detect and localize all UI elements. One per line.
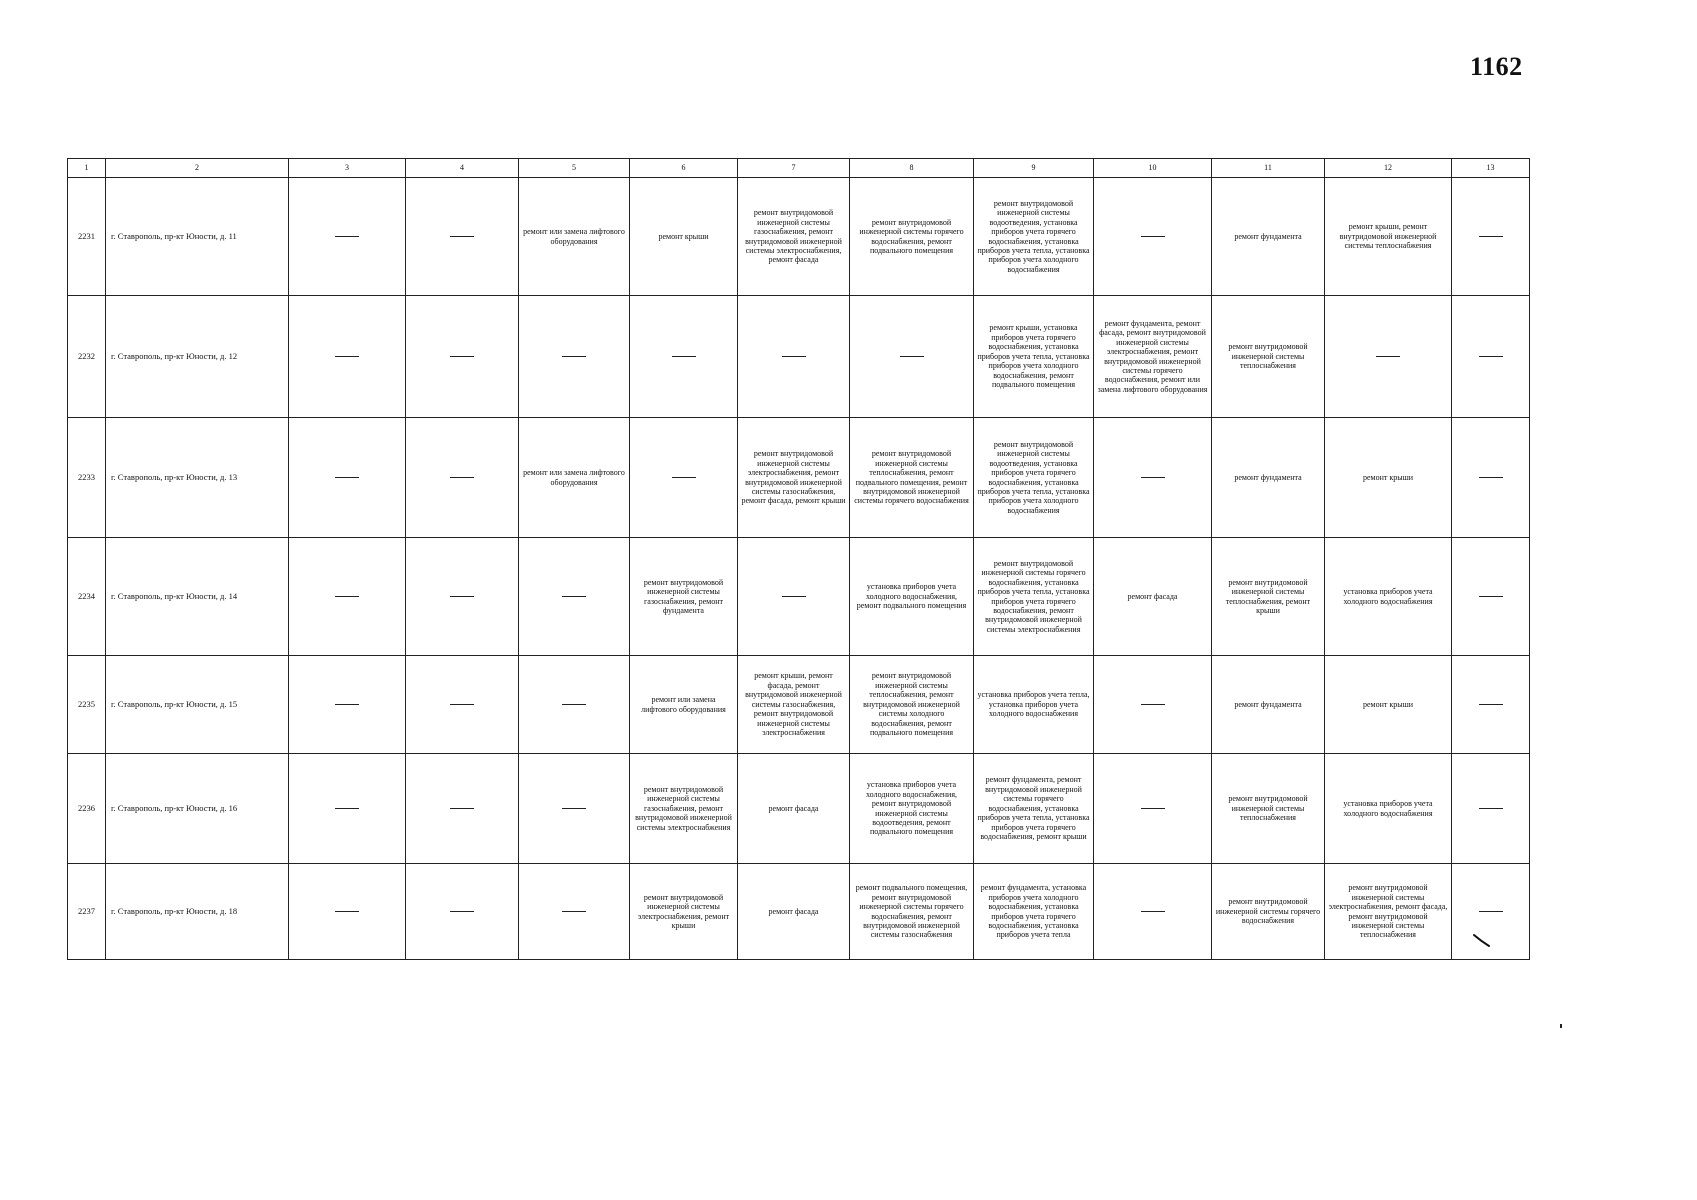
dash-mark — [1376, 356, 1400, 357]
empty-dash-cell — [289, 538, 406, 656]
work-type-cell: ремонт внутридомовой инженерной системы теплоснабжения — [1212, 296, 1325, 418]
work-type-cell: ремонт внутридомовой инженерной системы газоснабжения, ремонт фундамента — [630, 538, 738, 656]
empty-dash-cell — [1325, 296, 1452, 418]
work-type-cell: ремонт внутридомовой инженерной системы водоотведения, установка приборов учета горячего водоснабжения, установка приборов учета тепла, установка приборов учета холодного водоснабжения — [974, 178, 1094, 296]
work-type-cell: установка приборов учета тепла, установка приборов учета холодного водоснабжения — [974, 656, 1094, 754]
empty-dash-cell — [519, 754, 630, 864]
column-header-6: 6 — [630, 159, 738, 178]
work-type-cell: установка приборов учета холодного водоснабжения, ремонт внутридомовой инженерной системы водоотведения, ремонт подвального помещения — [850, 754, 974, 864]
address-cell: г. Ставрополь, пр-кт Юности, д. 18 — [106, 864, 289, 960]
row-number: 2232 — [68, 296, 106, 418]
dash-mark — [1141, 236, 1165, 237]
work-type-cell: ремонт внутридомовой инженерной системы горячего водоснабжения — [1212, 864, 1325, 960]
dash-mark — [335, 704, 359, 705]
work-type-cell: ремонт внутридомовой инженерной системы электроснабжения, ремонт фасада, ремонт внутридомовой инженерной системы теплоснабжения — [1325, 864, 1452, 960]
work-type-cell: ремонт фундамента, ремонт фасада, ремонт внутридомовой инженерной системы электроснабжения, ремонт внутридомовой инженерной системы горячего водоснабжения, ремонт или замена лифтового оборудования — [1094, 296, 1212, 418]
empty-dash-cell — [850, 296, 974, 418]
empty-dash-cell — [1452, 178, 1530, 296]
dash-mark — [562, 911, 586, 912]
table-row — [68, 538, 1530, 656]
empty-dash-cell — [406, 296, 519, 418]
dash-mark — [1479, 911, 1503, 912]
work-type-cell: ремонт внутридомовой инженерной системы газоснабжения, ремонт внутридомовой инженерной системы электроснабжения, ремонт фасада — [738, 178, 850, 296]
empty-dash-cell — [738, 296, 850, 418]
dash-mark — [782, 596, 806, 597]
address-cell: г. Ставрополь, пр-кт Юности, д. 16 — [106, 754, 289, 864]
empty-dash-cell — [1094, 418, 1212, 538]
column-header-9: 9 — [974, 159, 1094, 178]
work-type-cell: ремонт крыши, ремонт фасада, ремонт внутридомовой инженерной системы газоснабжения, ремонт внутридомовой инженерной системы электроснабжения — [738, 656, 850, 754]
row-number: 2236 — [68, 754, 106, 864]
dash-mark — [562, 596, 586, 597]
empty-dash-cell — [406, 754, 519, 864]
empty-dash-cell — [1452, 656, 1530, 754]
empty-dash-cell — [1094, 178, 1212, 296]
address-cell: г. Ставрополь, пр-кт Юности, д. 11 — [106, 178, 289, 296]
row-number: 2233 — [68, 418, 106, 538]
dash-mark — [1141, 911, 1165, 912]
address-cell: г. Ставрополь, пр-кт Юности, д. 13 — [106, 418, 289, 538]
column-header-4: 4 — [406, 159, 519, 178]
empty-dash-cell — [1094, 864, 1212, 960]
empty-dash-cell — [406, 656, 519, 754]
empty-dash-cell — [1452, 418, 1530, 538]
empty-dash-cell — [289, 178, 406, 296]
dash-mark — [450, 596, 474, 597]
dash-mark — [782, 356, 806, 357]
column-header-13: 13 — [1452, 159, 1530, 178]
table-row — [68, 418, 1530, 538]
empty-dash-cell — [1452, 754, 1530, 864]
work-type-cell: ремонт внутридомовой инженерной системы газоснабжения, ремонт внутридомовой инженерной системы электроснабжения — [630, 754, 738, 864]
dash-mark — [335, 477, 359, 478]
empty-dash-cell — [1094, 754, 1212, 864]
dash-mark — [335, 808, 359, 809]
dash-mark — [450, 704, 474, 705]
address-cell: г. Ставрополь, пр-кт Юности, д. 15 — [106, 656, 289, 754]
dash-mark — [335, 236, 359, 237]
work-type-cell: ремонт фундамента, ремонт внутридомовой инженерной системы горячего водоснабжения, установка приборов учета тепла, установка приборов учета горячего водоснабжения, ремонт крыши — [974, 754, 1094, 864]
work-type-cell: ремонт внутридомовой инженерной системы электроснабжения, ремонт крыши — [630, 864, 738, 960]
empty-dash-cell — [519, 538, 630, 656]
work-type-cell: ремонт внутридомовой инженерной системы теплоснабжения — [1212, 754, 1325, 864]
work-type-cell: установка приборов учета холодного водоснабжения, ремонт подвального помещения — [850, 538, 974, 656]
dash-mark — [1141, 808, 1165, 809]
work-type-cell: ремонт фасада — [1094, 538, 1212, 656]
empty-dash-cell — [630, 418, 738, 538]
work-type-cell: ремонт крыши — [1325, 656, 1452, 754]
row-number: 2235 — [68, 656, 106, 754]
work-type-cell: ремонт фундамента — [1212, 178, 1325, 296]
dash-mark — [562, 704, 586, 705]
dash-mark — [1479, 808, 1503, 809]
work-type-cell: ремонт внутридомовой инженерной системы горячего водоснабжения, установка приборов учета тепла, установка приборов учета горячего водоснабжения, ремонт внутридомовой инженерной системы электроснабжения — [974, 538, 1094, 656]
work-type-cell: ремонт крыши — [630, 178, 738, 296]
work-type-cell: ремонт крыши — [1325, 418, 1452, 538]
empty-dash-cell — [1094, 656, 1212, 754]
work-type-cell: ремонт фасада — [738, 754, 850, 864]
work-type-cell: ремонт подвального помещения, ремонт внутридомовой инженерной системы горячего водоснабжения, ремонт внутридомовой инженерной системы газоснабжения — [850, 864, 974, 960]
column-header-8: 8 — [850, 159, 974, 178]
dash-mark — [562, 808, 586, 809]
empty-dash-cell — [289, 656, 406, 754]
column-number-row — [68, 159, 1530, 178]
empty-dash-cell — [289, 418, 406, 538]
empty-dash-cell — [406, 178, 519, 296]
handwritten-check-mark — [1472, 932, 1492, 948]
dash-mark — [672, 356, 696, 357]
column-header-3: 3 — [289, 159, 406, 178]
work-type-cell: ремонт фундамента — [1212, 656, 1325, 754]
row-number: 2237 — [68, 864, 106, 960]
dash-mark — [335, 596, 359, 597]
column-header-5: 5 — [519, 159, 630, 178]
empty-dash-cell — [289, 296, 406, 418]
scan-speck — [1560, 1024, 1562, 1028]
work-type-cell: ремонт или замена лифтового оборудования — [519, 178, 630, 296]
repair-schedule-table — [67, 158, 1530, 960]
work-type-cell: ремонт или замена лифтового оборудования — [519, 418, 630, 538]
empty-dash-cell — [630, 296, 738, 418]
address-cell: г. Ставрополь, пр-кт Юности, д. 12 — [106, 296, 289, 418]
empty-dash-cell — [289, 864, 406, 960]
work-type-cell: ремонт внутридомовой инженерной системы теплоснабжения, ремонт внутридомовой инженерной системы холодного водоснабжения, ремонт подвального помещения — [850, 656, 974, 754]
dash-mark — [900, 356, 924, 357]
empty-dash-cell — [289, 754, 406, 864]
work-type-cell: ремонт фасада — [738, 864, 850, 960]
row-number: 2234 — [68, 538, 106, 656]
work-type-cell: ремонт фундамента, установка приборов учета холодного водоснабжения, установка приборов учета горячего водоснабжения, установка приборов учета тепла — [974, 864, 1094, 960]
dash-mark — [450, 236, 474, 237]
dash-mark — [1479, 236, 1503, 237]
row-number: 2231 — [68, 178, 106, 296]
work-type-cell: ремонт крыши, установка приборов учета горячего водоснабжения, установка приборов учета тепла, установка приборов учета холодного водоснабжения, ремонт подвального помещения — [974, 296, 1094, 418]
column-header-11: 11 — [1212, 159, 1325, 178]
work-type-cell: ремонт внутридомовой инженерной системы водоотведения, установка приборов учета горячего водоснабжения, установка приборов учета тепла, установка приборов учета холодного водоснабжения — [974, 418, 1094, 538]
table-row — [68, 656, 1530, 754]
work-type-cell: ремонт внутридомовой инженерной системы теплоснабжения, ремонт подвального помещения, ремонт внутридомовой инженерной системы горячего водоснабжения — [850, 418, 974, 538]
dash-mark — [450, 356, 474, 357]
work-type-cell: ремонт внутридомовой инженерной системы горячего водоснабжения, ремонт подвального помещения — [850, 178, 974, 296]
dash-mark — [450, 477, 474, 478]
dash-mark — [1479, 704, 1503, 705]
column-header-12: 12 — [1325, 159, 1452, 178]
empty-dash-cell — [1452, 538, 1530, 656]
page-number: 1162 — [1470, 52, 1523, 81]
work-type-cell: ремонт внутридомовой инженерной системы электроснабжения, ремонт внутридомовой инженерной системы газоснабжения, ремонт фасада, ремонт крыши — [738, 418, 850, 538]
dash-mark — [1479, 477, 1503, 478]
work-type-cell: ремонт внутридомовой инженерной системы теплоснабжения, ремонт крыши — [1212, 538, 1325, 656]
empty-dash-cell — [519, 864, 630, 960]
dash-mark — [1479, 356, 1503, 357]
empty-dash-cell — [406, 864, 519, 960]
address-cell: г. Ставрополь, пр-кт Юности, д. 14 — [106, 538, 289, 656]
empty-dash-cell — [519, 656, 630, 754]
work-type-cell: ремонт или замена лифтового оборудования — [630, 656, 738, 754]
dash-mark — [450, 808, 474, 809]
work-type-cell: установка приборов учета холодного водоснабжения — [1325, 538, 1452, 656]
table-row — [68, 178, 1530, 296]
dash-mark — [562, 356, 586, 357]
dash-mark — [450, 911, 474, 912]
column-header-1: 1 — [68, 159, 106, 178]
dash-mark — [335, 911, 359, 912]
dash-mark — [672, 477, 696, 478]
work-type-cell: ремонт крыши, ремонт внутридомовой инженерной системы теплоснабжения — [1325, 178, 1452, 296]
empty-dash-cell — [406, 538, 519, 656]
dash-mark — [1141, 704, 1165, 705]
dash-mark — [335, 356, 359, 357]
dash-mark — [1141, 477, 1165, 478]
empty-dash-cell — [738, 538, 850, 656]
empty-dash-cell — [406, 418, 519, 538]
column-header-7: 7 — [738, 159, 850, 178]
work-type-cell: установка приборов учета холодного водоснабжения — [1325, 754, 1452, 864]
table-row — [68, 864, 1530, 960]
empty-dash-cell — [519, 296, 630, 418]
column-header-2: 2 — [106, 159, 289, 178]
table-row — [68, 296, 1530, 418]
dash-mark — [1479, 596, 1503, 597]
table-row — [68, 754, 1530, 864]
column-header-10: 10 — [1094, 159, 1212, 178]
empty-dash-cell — [1452, 296, 1530, 418]
work-type-cell: ремонт фундамента — [1212, 418, 1325, 538]
